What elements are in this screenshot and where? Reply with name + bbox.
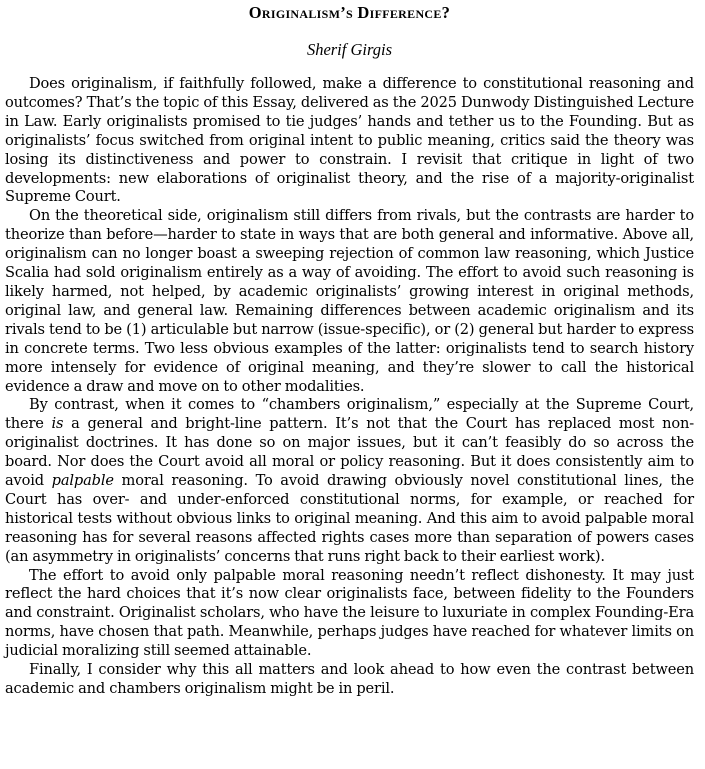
emphasized-text: is	[51, 415, 64, 433]
paragraph-text: moral reasoning. To avoid drawing obviously novel constitutional lines, the Court has over- and under-enforced constitutional norms, for example, or reached for historical tests without obvious links to original meaning. And this aim to avoid palpable moral reasoning has for several reasons affected rights cases more than separation of powers cases (an asymmetry in originalists’ concerns that runs right back to their earliest work).	[5, 472, 694, 565]
abstract	[5, 75, 694, 699]
paragraph-text: The effort to avoid only palpable moral reasoning needn’t reflect dishonesty. It may just reflect the hard choices that it’s now clear originalists face, between fidelity to the Founders and constraint. Originalist scholars, who have the leisure to luxuriate in complex Founding-Era norms, have chosen that path. Meanwhile, perhaps judges have reached for whatever limits on judicial moralizing still seemed attainable.	[5, 566, 694, 660]
paragraph-text: Finally, I consider why this all matters and look ahead to how even the contrast between academic and chambers originalism might be in peril.	[5, 661, 694, 697]
author-name: Sherif Girgis	[306, 40, 393, 59]
paragraph-text: On the theoretical side, originalism still differs from rivals, but the contrasts are harder to theorize than before—harder to state in ways that are both general and informative. Above all, originalism can no longer boast a sweeping rejection of common law reasoning, which Justice Scalia had sold originalism entirely as a way of avoiding. The effort to avoid such reasoning is likely harmed, not helped, by academic originalists’ growing interest in original methods, original law, and general law. Remaining differences between academic originalism and its rivals tend to be (1) articulable but narrow (issue-specific), or (2) general but harder to express in concrete terms. Two less obvious examples of the latter: originalists tend to search history more intensely for evidence of original meaning, and they’re slower to call the historical evidence a draw and move on to other modalities.	[5, 207, 694, 395]
paragraph-text: By contrast, when it comes to “chambers originalism,” especially at the Supreme Court, there	[5, 396, 694, 433]
abstract-paragraph	[5, 207, 694, 396]
paper-title: Originalism’s Difference?	[248, 3, 451, 22]
paragraph-text: a general and bright-line pattern. It’s not that the Court has replaced most non-originalist doctrines. It has done so on major issues, but it can’t feasibly do so across the board. Nor does the Court avoid all moral or policy reasoning. But it does consistently aim to avoid	[5, 415, 694, 490]
abstract-paragraph	[5, 661, 694, 699]
paper-page	[5, 0, 694, 699]
abstract-paragraph	[5, 567, 694, 662]
emphasized-text: palpable	[51, 472, 114, 490]
paragraph-text: Does originalism, if faithfully followed, make a difference to constitutional reasoning and outcomes? That’s the topic of this Essay, delivered as the 2025 Dunwody Distinguished Lecture in Law. Early originalists promised to tie judges’ hands and tether us to the Founding. But as originalists’ focus switched from original intent to public meaning, critics said the theory was losing its distinctiveness and power to constrain. I revisit that critique in light of two developments: new elaborations of originalist theory, and the rise of a majority-originalist Supreme Court.	[5, 75, 694, 206]
abstract-paragraph	[5, 396, 694, 566]
abstract-paragraph	[5, 75, 694, 207]
